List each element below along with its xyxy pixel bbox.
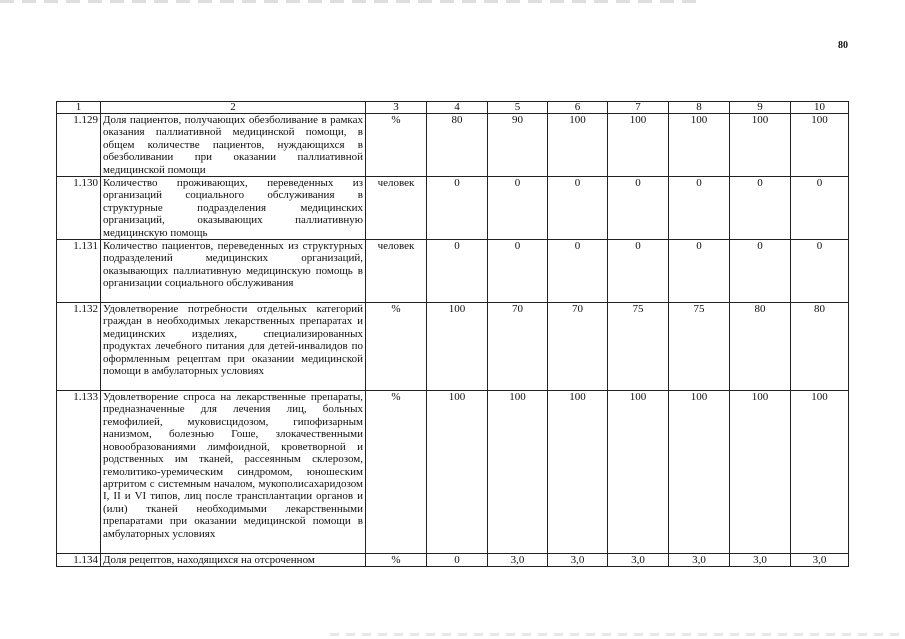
row-number: 1.129	[57, 114, 101, 177]
value-cell: 100	[548, 391, 608, 554]
indicator-text: Количество проживающих, переведенных из организаций социального обслуживания в структурные подразделения медицинских организаций, оказывающих паллиативную медицинскую помощь	[101, 177, 366, 240]
unit-cell: %	[366, 114, 427, 177]
value-cell: 100	[608, 114, 669, 177]
header-col-3: 3	[366, 102, 427, 114]
value-cell: 0	[427, 554, 488, 567]
value-cell: 3,0	[548, 554, 608, 567]
row-number: 1.133	[57, 391, 101, 554]
value-cell: 3,0	[488, 554, 548, 567]
table-row	[57, 303, 849, 391]
indicators-table	[56, 101, 849, 567]
header-col-1: 1	[57, 102, 101, 114]
unit-cell: %	[366, 554, 427, 567]
header-row	[57, 102, 849, 114]
value-cell: 100	[669, 114, 730, 177]
value-cell: 0	[669, 240, 730, 303]
value-cell: 100	[730, 114, 791, 177]
value-cell: 0	[791, 240, 849, 303]
header-col-5: 5	[488, 102, 548, 114]
header-col-10: 10	[791, 102, 849, 114]
value-cell: 75	[669, 303, 730, 391]
value-cell: 100	[427, 391, 488, 554]
table-row	[57, 177, 849, 240]
indicator-text: Удовлетворение потребности отдельных категорий граждан в необходимых лекарственных препаратах и медицинских изделиях, специализированных продуктах лечебного питания для детей-инвалидов по оформленным рецептам при оказании медицинской помощи в амбулаторных условиях	[101, 303, 366, 391]
value-cell: 0	[548, 177, 608, 240]
indicator-text: Удовлетворение спроса на лекарственные препараты, предназначенные для лечения лиц, больных гемофилией, муковисцидозом, гипофизарным нанизмом, болезнью Гоше, злокачественными новообразованиями лимфоидной, кроветворной и родственных им тканей, рассеянным склерозом, гемолитико-уремическим синдромом, юношеским артритом с системным началом, мукополисахаридозом I, II и VI типов, лиц после трансплантации органов и (или) тканей необходимыми лекарственными препаратами при оказании медицинской помощи в амбулаторных условиях	[101, 391, 366, 554]
value-cell: 0	[608, 240, 669, 303]
value-cell: 100	[791, 114, 849, 177]
table-row	[57, 554, 849, 567]
scan-artifact-bottom	[330, 633, 905, 636]
indicator-text: Доля рецептов, находящихся на отсроченном	[101, 554, 366, 567]
value-cell: 75	[608, 303, 669, 391]
row-number: 1.131	[57, 240, 101, 303]
header-col-7: 7	[608, 102, 669, 114]
table-row	[57, 391, 849, 554]
value-cell: 100	[669, 391, 730, 554]
value-cell: 100	[730, 391, 791, 554]
value-cell: 70	[548, 303, 608, 391]
row-number: 1.132	[57, 303, 101, 391]
value-cell: 0	[669, 177, 730, 240]
value-cell: 0	[608, 177, 669, 240]
value-cell: 0	[548, 240, 608, 303]
unit-cell: человек	[366, 240, 427, 303]
row-number: 1.130	[57, 177, 101, 240]
value-cell: 70	[488, 303, 548, 391]
value-cell: 3,0	[791, 554, 849, 567]
value-cell: 90	[488, 114, 548, 177]
value-cell: 0	[730, 177, 791, 240]
header-col-4: 4	[427, 102, 488, 114]
header-col-2: 2	[101, 102, 366, 114]
value-cell: 0	[427, 240, 488, 303]
value-cell: 80	[730, 303, 791, 391]
value-cell: 100	[427, 303, 488, 391]
table-row	[57, 240, 849, 303]
value-cell: 0	[488, 177, 548, 240]
indicator-text: Количество пациентов, переведенных из структурных подразделений медицинских организаций, оказывающих паллиативную медицинскую помощь в организации социального обслуживания	[101, 240, 366, 303]
unit-cell: %	[366, 303, 427, 391]
value-cell: 0	[427, 177, 488, 240]
value-cell: 100	[488, 391, 548, 554]
value-cell: 3,0	[730, 554, 791, 567]
value-cell: 100	[791, 391, 849, 554]
value-cell: 80	[427, 114, 488, 177]
unit-cell: %	[366, 391, 427, 554]
header-col-6: 6	[548, 102, 608, 114]
scan-artifact-top	[0, 0, 700, 3]
value-cell: 3,0	[669, 554, 730, 567]
value-cell: 3,0	[608, 554, 669, 567]
value-cell: 0	[488, 240, 548, 303]
value-cell: 100	[608, 391, 669, 554]
row-number: 1.134	[57, 554, 101, 567]
page-number: 80	[838, 40, 848, 51]
indicator-text: Доля пациентов, получающих обезболивание в рамках оказания паллиативной медицинской помощи, в общем количестве пациентов, нуждающихся в обезболивании при оказании паллиативной медицинской помощи	[101, 114, 366, 177]
value-cell: 0	[730, 240, 791, 303]
value-cell: 80	[791, 303, 849, 391]
value-cell: 100	[548, 114, 608, 177]
value-cell: 0	[791, 177, 849, 240]
header-col-8: 8	[669, 102, 730, 114]
unit-cell: человек	[366, 177, 427, 240]
header-col-9: 9	[730, 102, 791, 114]
table-row	[57, 114, 849, 177]
